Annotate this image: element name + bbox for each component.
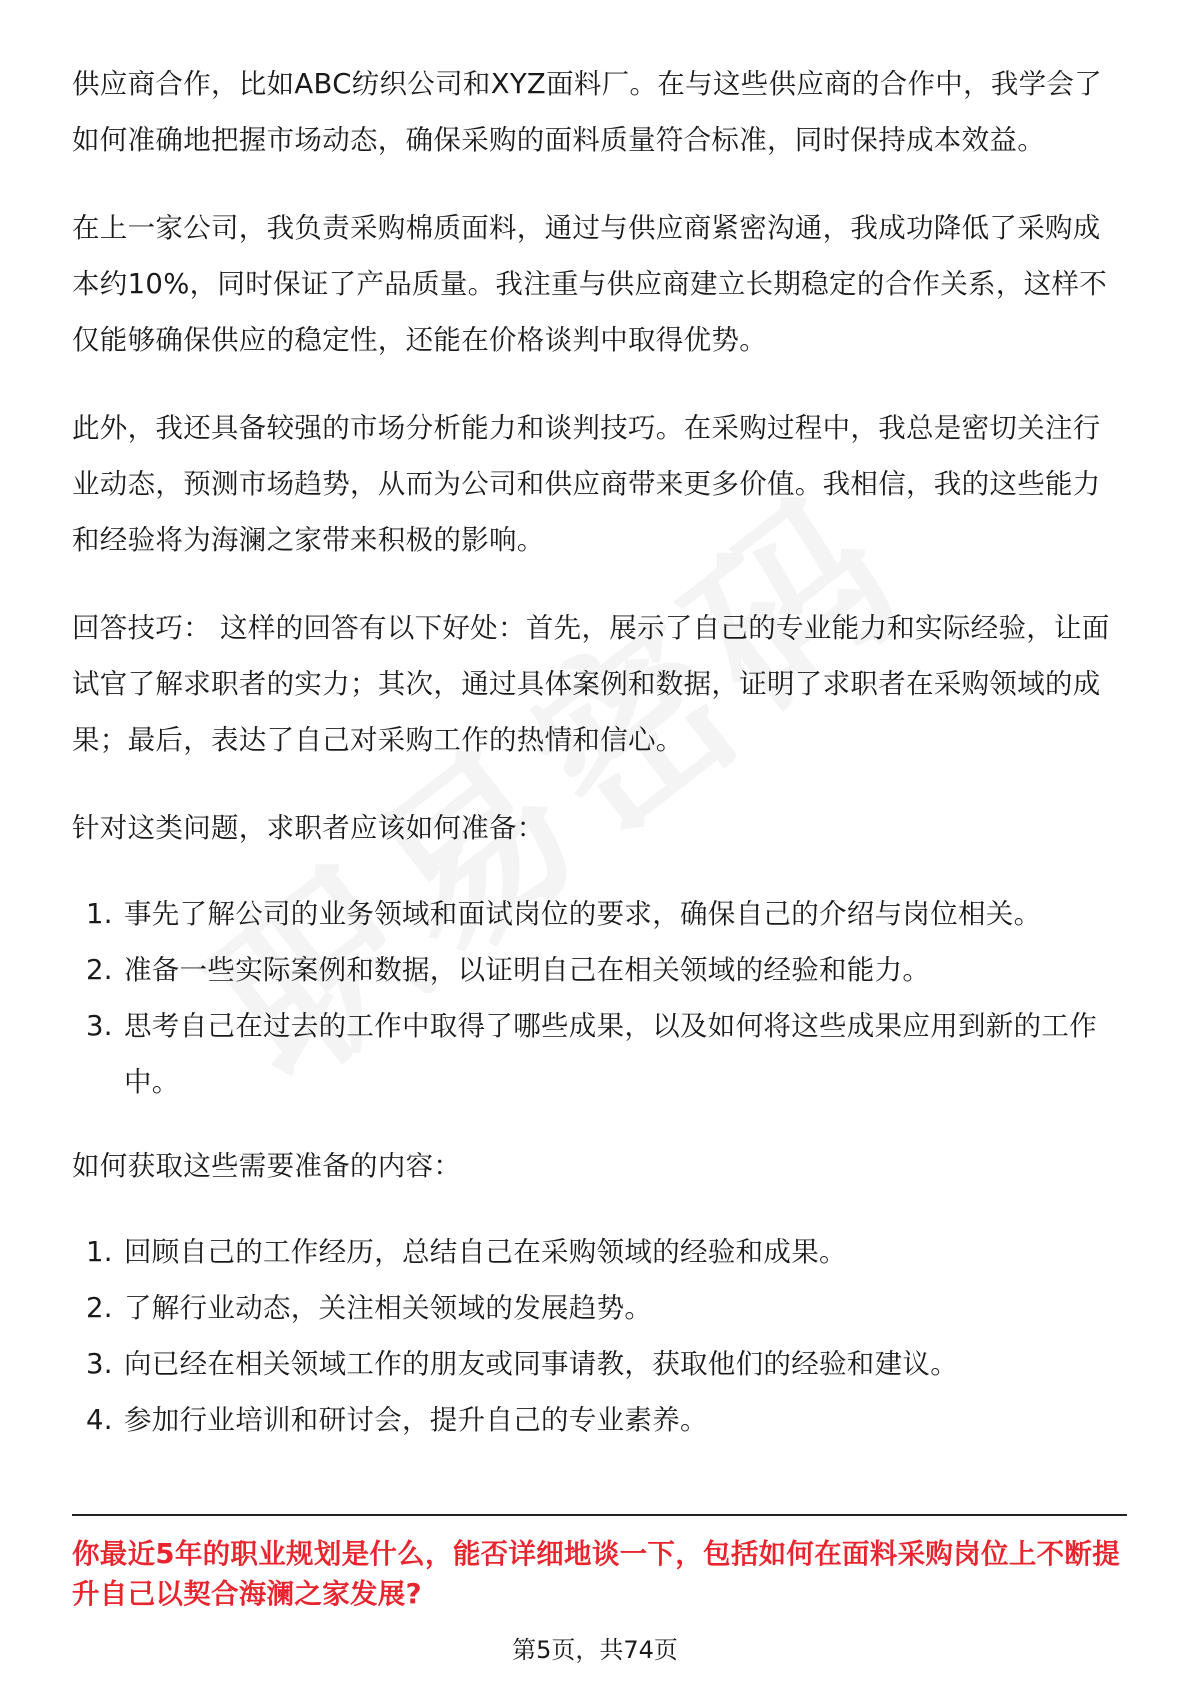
list-text: 事先了解公司的业务领域和面试岗位的要求，确保自己的介绍与岗位相关。 <box>124 898 1042 930</box>
paragraph-how-to-obtain: 如何获取这些需要准备的内容： <box>72 1150 462 1182</box>
list-number: 2. <box>86 1292 113 1324</box>
document-body <box>72 56 1127 1476</box>
paragraph-market-analysis: 此外，我还具备较强的市场分析能力和谈判技巧。在采购过程中，我总是密切关注行业动态，预测市场趋势，从而为公司和供应商带来更多价值。我相信，我的这些能力和经验将为海澜之家带来积极的影响。 <box>72 412 1101 556</box>
page-number: 第5页，共74页 <box>512 1636 678 1664</box>
list-item <box>72 886 1127 942</box>
paragraph-supplier-cooperation: 供应商合作，比如ABC纺织公司和XYZ面料厂。在与这些供应商的合作中，我学会了如何准确地把握市场动态，确保采购的面料质量符合标准，同时保持成本效益。 <box>72 68 1103 156</box>
list-item <box>72 942 1127 998</box>
list-text: 回顾自己的工作经历，总结自己在采购领域的经验和成果。 <box>124 1236 847 1268</box>
list-item <box>72 998 1127 1110</box>
paragraph-how-to-prepare: 针对这类问题，求职者应该如何准备： <box>72 812 545 844</box>
list-text: 准备一些实际案例和数据，以证明自己在相关领域的经验和能力。 <box>124 954 931 986</box>
list-number: 3. <box>86 1348 113 1380</box>
list-number: 3. <box>86 1010 113 1042</box>
list-text: 了解行业动态，关注相关领域的发展趋势。 <box>124 1292 653 1324</box>
paragraph-previous-company: 在上一家公司，我负责采购棉质面料，通过与供应商紧密沟通，我成功降低了采购成本约10%，同时保证了产品质量。我注重与供应商建立长期稳定的合作关系，这样不仅能够确保供应的稳定性，还能在价格谈判中取得优势。 <box>72 212 1108 356</box>
prep-list <box>72 886 1127 1110</box>
section-divider <box>72 1514 1127 1516</box>
list-number: 1. <box>86 1236 113 1268</box>
paragraph-answer-tips: 回答技巧： 这样的回答有以下好处：首先，展示了自己的专业能力和实际经验，让面试官了解求职者的实力；其次，通过具体案例和数据，证明了求职者在采购领域的成果；最后，表达了自己对采购工作的热情和信心。 <box>72 612 1110 756</box>
list-text: 向已经在相关领域工作的朋友或同事请教，获取他们的经验和建议。 <box>124 1348 958 1380</box>
list-number: 1. <box>86 898 113 930</box>
list-item <box>72 1392 1127 1448</box>
list-number: 2. <box>86 954 113 986</box>
interview-question: 你最近5年的职业规划是什么，能否详细地谈一下，包括如何在面料采购岗位上不断提升自己以契合海澜之家发展? <box>72 1538 1121 1610</box>
list-item <box>72 1280 1127 1336</box>
source-list <box>72 1224 1127 1448</box>
list-text: 思考自己在过去的工作中取得了哪些成果，以及如何将这些成果应用到新的工作中。 <box>124 1010 1097 1098</box>
list-item <box>72 1336 1127 1392</box>
list-item <box>72 1224 1127 1280</box>
list-text: 参加行业培训和研讨会，提升自己的专业素养。 <box>124 1404 708 1436</box>
list-number: 4. <box>86 1404 113 1436</box>
